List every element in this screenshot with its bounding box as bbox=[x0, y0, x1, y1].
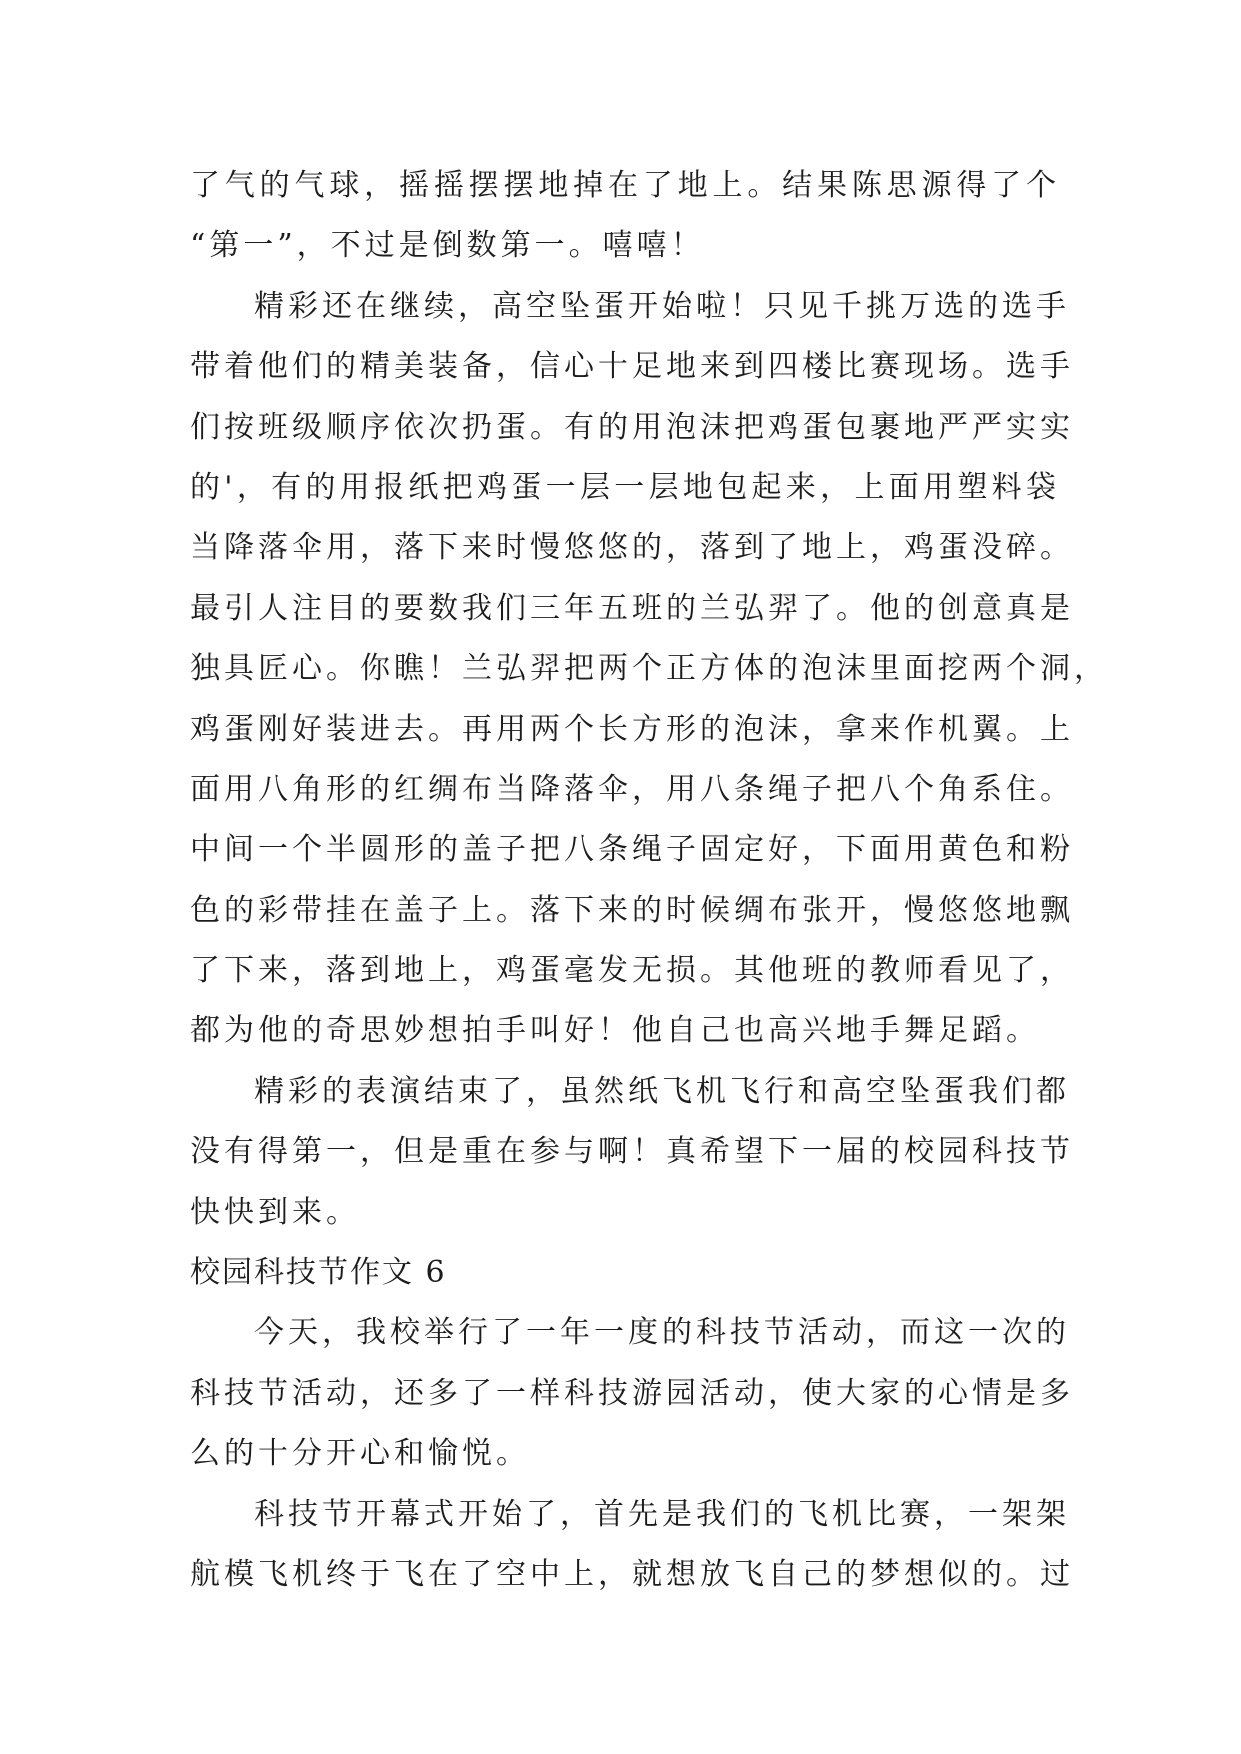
text-line: 当降落伞用，落下来时慢悠悠的，落到了地上，鸡蛋没碎。 bbox=[190, 530, 1074, 566]
text-line: 色的彩带挂在盖子上。落下来的时候绸布张开，慢悠悠地飘 bbox=[190, 892, 1074, 928]
text-line: 们按班级顺序依次扔蛋。有的用泡沫把鸡蛋包裹地严严实实 bbox=[190, 409, 1074, 445]
text-line: 科技节开幕式开始了，首先是我们的飞机比赛，一架架 bbox=[254, 1496, 1070, 1532]
document-page bbox=[190, 156, 1108, 1605]
text-line: 的'，有的用报纸把鸡蛋一层一层地包起来，上面用塑料袋 bbox=[190, 469, 1060, 505]
text-line: 快快到来。 bbox=[190, 1194, 360, 1230]
text-line: 精彩的表演结束了，虽然纸飞机飞行和高空坠蛋我们都 bbox=[254, 1073, 1070, 1109]
text-line: 鸡蛋刚好装进去。再用两个长方形的泡沫，拿来作机翼。上 bbox=[190, 711, 1074, 747]
text-line: 了下来，落到地上，鸡蛋毫发无损。其他班的教师看见了， bbox=[190, 953, 1074, 989]
text-line: 科技节活动，还多了一样科技游园活动，使大家的心情是多 bbox=[190, 1375, 1074, 1411]
section-heading: 校园科技节作文 6 bbox=[190, 1255, 447, 1291]
text-line: “第一”，不过是倒数第一。嘻嘻！ bbox=[190, 228, 705, 264]
text-line: 最引人注目的要数我们三年五班的兰弘羿了。他的创意真是 bbox=[190, 590, 1074, 626]
text-line: 航模飞机终于飞在了空中上，就想放飞自己的梦想似的。过 bbox=[190, 1556, 1074, 1592]
text-line: 今天，我校举行了一年一度的科技节活动，而这一次的 bbox=[254, 1315, 1070, 1351]
text-line: 没有得第一，但是重在参与啊！真希望下一届的校园科技节 bbox=[190, 1134, 1074, 1170]
text-line: 么的十分开心和愉悦。 bbox=[190, 1436, 530, 1472]
text-line: 带着他们的精美装备，信心十足地来到四楼比赛现场。选手 bbox=[190, 349, 1074, 385]
text-line: 都为他的奇思妙想拍手叫好！他自己也高兴地手舞足蹈。 bbox=[190, 1013, 1040, 1049]
text-line: 中间一个半圆形的盖子把八条绳子固定好，下面用黄色和粉 bbox=[190, 832, 1074, 868]
text-line: 独具匠心。你瞧！兰弘羿把两个正方体的泡沫里面挖两个洞， bbox=[190, 651, 1108, 687]
text-line: 面用八角形的红绸布当降落伞，用八条绳子把八个角系住。 bbox=[190, 771, 1074, 807]
text-line: 精彩还在继续，高空坠蛋开始啦！只见千挑万选的选手 bbox=[254, 288, 1070, 324]
text-line: 了气的气球，摇摇摆摆地掉在了地上。结果陈思源得了个 bbox=[190, 168, 1060, 203]
